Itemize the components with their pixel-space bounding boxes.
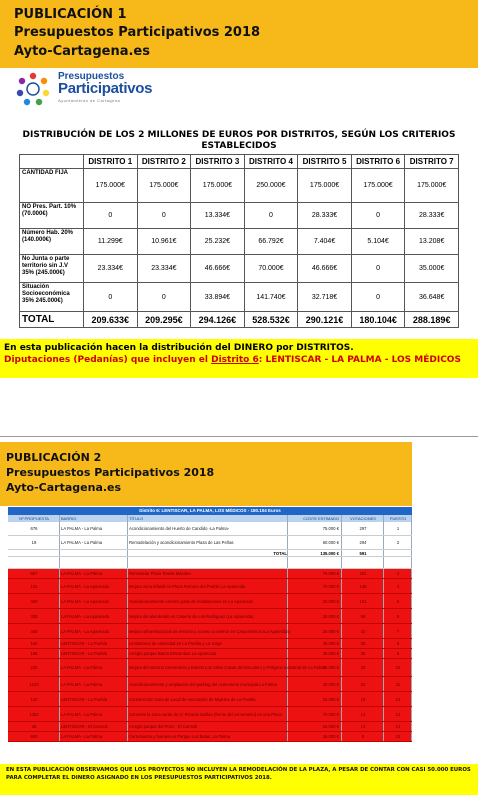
proposal-barrio: LA PALMA - La Palma bbox=[60, 677, 128, 691]
proposal-barrio bbox=[60, 557, 128, 568]
publication-2-banner bbox=[0, 442, 412, 498]
proposal-votes: 38 bbox=[342, 639, 384, 648]
table-cell: 7.404€ bbox=[298, 229, 352, 255]
table-row bbox=[20, 255, 459, 283]
proposal-title: Cerramiento y fuentes en Parque Los Balas, La Palma bbox=[128, 732, 288, 741]
proposal-cost: 135.000 € bbox=[288, 550, 342, 556]
proposal-barrio: LA PALMA - La Palma bbox=[60, 536, 128, 549]
proposal-barrio: LA PALMA - La Palma bbox=[60, 569, 128, 578]
proposal-barrio: LENTISCAR - La Puebla bbox=[60, 649, 128, 658]
proposal-title: Acondicionamiento y ampliación del parking del cementerio municipal La Palma bbox=[128, 677, 288, 691]
proposal-rank: 4 bbox=[384, 579, 412, 593]
row-label: CANTIDAD FIJA bbox=[20, 169, 84, 203]
proposal-rank: 7 bbox=[384, 624, 412, 638]
proposal-number: 676 bbox=[8, 522, 60, 535]
proposal-votes: 99 bbox=[342, 609, 384, 623]
table-cell: 25.232€ bbox=[191, 229, 245, 255]
table-cell: 36.648€ bbox=[405, 283, 459, 312]
proposal-votes: 281 bbox=[342, 569, 384, 578]
proposal-barrio: LENTISCAR - La Puebla bbox=[60, 692, 128, 706]
total-cell: 209.633€ bbox=[84, 312, 138, 328]
table-cell: 0 bbox=[84, 203, 138, 229]
proposal-rank: 8 bbox=[384, 639, 412, 648]
table-row bbox=[8, 649, 412, 659]
table-cell: 11.299€ bbox=[84, 229, 138, 255]
column-header: COSTE ESTIMADO bbox=[288, 515, 342, 522]
proposal-number: 35 bbox=[8, 722, 60, 731]
proposal-title: Acondicionamiento del Huerto de Candido -La Palma- bbox=[128, 522, 288, 535]
proposal-title: Arreglo parque del Pozo - El Carmoli bbox=[128, 722, 288, 731]
proposal-barrio: LENTISCAR - El Carmoli bbox=[60, 722, 128, 731]
proposal-number: 198 bbox=[8, 649, 60, 658]
proposal-cost: 30.000 € bbox=[288, 624, 342, 638]
table-row bbox=[8, 624, 412, 639]
table-cell: 250.000€ bbox=[244, 169, 298, 203]
proposal-cost bbox=[288, 557, 342, 568]
table-cell: 70.000€ bbox=[244, 255, 298, 283]
column-header: BARRIO bbox=[60, 515, 128, 522]
proposal-cost: 15.000 € bbox=[288, 732, 342, 741]
note-1-line-2-prefix: Diputaciones (Pedanías) que incluyen el bbox=[4, 355, 212, 365]
proposal-votes: 121 bbox=[342, 594, 384, 608]
proposal-title: Mejora infraestructuras de entorno y acceso a exterior en Casa Mininos (La Aparecida) bbox=[128, 624, 288, 638]
note-1-line-2 bbox=[4, 354, 474, 366]
table-cell: 23.334€ bbox=[84, 255, 138, 283]
proposal-number: 101 bbox=[8, 579, 60, 593]
proposal-barrio: LA PALMA - La Aparecida bbox=[60, 579, 128, 593]
proposal-cost: 70.000 € bbox=[288, 579, 342, 593]
proposals-table-title: Distrito 6: LENTISCAR, LA PALMA, LOS MÉDICOS - 180.104 Euros bbox=[8, 507, 412, 515]
table-cell: 0 bbox=[244, 203, 298, 229]
total-cell: 290.121€ bbox=[298, 312, 352, 328]
proposal-votes: 42 bbox=[342, 624, 384, 638]
table-cell: 46.666€ bbox=[191, 255, 245, 283]
proposal-cost: 75.000 € bbox=[288, 522, 342, 535]
proposal-cost: 75.000 € bbox=[288, 569, 342, 578]
proposal-cost: 15.000 € bbox=[288, 722, 342, 731]
proposal-votes: 22 bbox=[342, 677, 384, 691]
table-cell: 175.000€ bbox=[137, 169, 191, 203]
publication-1-note bbox=[0, 339, 478, 378]
proposal-votes: 14 bbox=[342, 707, 384, 721]
publication-2-site: Ayto-Cartagena.es bbox=[6, 481, 122, 494]
proposal-title: Mejora del alumbrado en Caserío de Los Rodriguez (La Aparecida) bbox=[128, 609, 288, 623]
proposal-barrio: LA PALMA - La Palma bbox=[60, 707, 128, 721]
proposal-rank: 10 bbox=[384, 659, 412, 676]
proposal-rank: 6 bbox=[384, 609, 412, 623]
proposal-title: Mejora del entorno Cementerio y barrios Los Sitios Casas del Escudero y Polígono Industrial de La Palma bbox=[128, 659, 288, 676]
logo-line-1: Presupuestos bbox=[58, 71, 125, 82]
table-cell: 13.334€ bbox=[191, 203, 245, 229]
table-cell: 0 bbox=[351, 283, 405, 312]
table-cell: 0 bbox=[137, 283, 191, 312]
proposal-title: Remodelar Plaza Tomás Maestre bbox=[128, 569, 288, 578]
table-cell: 175.000€ bbox=[191, 169, 245, 203]
note-1-line-1: En esta publicación hacen la distribución del DINERO por DISTRITOS. bbox=[4, 343, 354, 353]
total-row bbox=[20, 312, 459, 328]
table-row bbox=[20, 203, 459, 229]
proposal-number: 650 bbox=[8, 732, 60, 741]
table-cell: 28.333€ bbox=[405, 203, 459, 229]
total-cell: 294.126€ bbox=[191, 312, 245, 328]
publication-2-title: PUBLICACIÓN 2 bbox=[6, 451, 102, 464]
proposal-rank: 12 bbox=[384, 692, 412, 706]
proposal-cost: 40.000 € bbox=[288, 639, 342, 648]
row-label: Número Hab. 20% (140.000€) bbox=[20, 229, 84, 255]
proposal-number bbox=[8, 557, 60, 568]
proposal-title: Construcción zona de Local de Asociación de Mujeres de La Puebla bbox=[128, 692, 288, 706]
table-row bbox=[8, 722, 412, 732]
proposal-rank: 14 bbox=[384, 722, 412, 731]
table-row bbox=[8, 522, 412, 536]
table-row bbox=[8, 692, 412, 707]
proposal-number: 120 bbox=[8, 692, 60, 706]
proposal-votes: 35 bbox=[342, 649, 384, 658]
district-header: DISTRITO 2 bbox=[137, 155, 191, 169]
publication-1-title: PUBLICACIÓN 1 bbox=[14, 7, 127, 22]
table-cell: 0 bbox=[351, 203, 405, 229]
distribution-section-title: DISTRIBUCIÓN DE LOS 2 MILLONES DE EUROS POR DISTRITOS, SEGÚN LOS CRITERIOS ESTABLECIDOS bbox=[22, 130, 456, 151]
proposal-cost: 20.000 € bbox=[288, 609, 342, 623]
table-row bbox=[8, 707, 412, 722]
proposal-rank bbox=[384, 557, 412, 568]
row-label: NO Pres. Part. 10% (70.000€) bbox=[20, 203, 84, 229]
publication-2-note: EN ESTA PUBLICACIÓN OBSERVAMOS QUE LOS PROYECTOS NO INCLUYEN LA REMODELACIÓN DE LA PLAZA, A PESAR DE CONTAR CON CASI 50.000 EUROS PARA COMPLETAR EL DINERO ASIGNADO EN LOS PRESUPUESTOS PARTICIPATIVOS 2018. bbox=[0, 764, 478, 795]
publication-2-banner-extension bbox=[0, 498, 412, 506]
district-6-proposals-table bbox=[8, 507, 412, 742]
proposal-number: 687 bbox=[8, 569, 60, 578]
table-cell: 0 bbox=[84, 283, 138, 312]
total-cell: 180.104€ bbox=[351, 312, 405, 328]
proposal-title: Limitadores de velocidad en La Puebla y La Jorge bbox=[128, 639, 288, 648]
proposal-barrio: LA PALMA - La Aparecida bbox=[60, 624, 128, 638]
proposal-cost: 60.000 € bbox=[288, 536, 342, 549]
proposal-votes: 8 bbox=[342, 732, 384, 741]
proposal-rank: 2 bbox=[384, 536, 412, 549]
table-cell: 175.000€ bbox=[405, 169, 459, 203]
table-cell: 66.792€ bbox=[244, 229, 298, 255]
proposal-number: 19 bbox=[8, 536, 60, 549]
proposal-rank: 11 bbox=[384, 677, 412, 691]
table-cell: 175.000€ bbox=[84, 169, 138, 203]
proposal-votes: 591 bbox=[342, 550, 384, 556]
spacer-row bbox=[8, 557, 412, 569]
table-cell: 0 bbox=[137, 203, 191, 229]
proposal-barrio: LA PALMA - La Palma bbox=[60, 659, 128, 676]
column-header: Nº PROPUESTA bbox=[8, 515, 60, 522]
table-cell: 28.333€ bbox=[298, 203, 352, 229]
proposal-title: Remodelación y acondicionamiento Plaza de Las Peñas bbox=[128, 536, 288, 549]
table-cell: 33.894€ bbox=[191, 283, 245, 312]
proposal-number: 340 bbox=[8, 624, 60, 638]
table-row bbox=[8, 536, 412, 550]
table-header-row bbox=[20, 155, 459, 169]
proposal-cost: 20.000 € bbox=[288, 594, 342, 608]
table-row bbox=[8, 579, 412, 594]
proposal-title: TOTAL bbox=[128, 550, 288, 556]
table-row bbox=[20, 169, 459, 203]
table-row bbox=[20, 229, 459, 255]
proposal-number: 225 bbox=[8, 659, 60, 676]
proposal-rank: 13 bbox=[384, 707, 412, 721]
proposal-cost: 30.000 € bbox=[288, 677, 342, 691]
district-header: DISTRITO 1 bbox=[84, 155, 138, 169]
logo-line-3: Ayuntamiento de Cartagena bbox=[58, 98, 121, 103]
district-header: DISTRITO 7 bbox=[405, 155, 459, 169]
table-cell: 5.104€ bbox=[351, 229, 405, 255]
table-cell: 141.740€ bbox=[244, 283, 298, 312]
publication-2-subtitle: Presupuestos Participativos 2018 bbox=[6, 466, 215, 479]
proposal-barrio: LA PALMA - La Palma bbox=[60, 522, 128, 535]
proposal-cost: 30.000 € bbox=[288, 659, 342, 676]
proposal-votes: 12 bbox=[342, 722, 384, 731]
proposal-number: 1233 bbox=[8, 677, 60, 691]
proposal-rank: 3 bbox=[384, 569, 412, 578]
note-1-line-2-suffix: : LENTISCAR - LA PALMA - LOS MÉDICOS bbox=[258, 355, 461, 365]
proposal-barrio: LA PALMA - La Palma bbox=[60, 732, 128, 741]
proposal-votes bbox=[342, 557, 384, 568]
total-cell: 288.189€ bbox=[405, 312, 459, 328]
proposal-title bbox=[128, 557, 288, 568]
column-header: VOTACIONES bbox=[342, 515, 384, 522]
proposal-cost: 15.000 € bbox=[288, 692, 342, 706]
section-divider bbox=[0, 436, 478, 437]
district-distribution-table bbox=[19, 154, 459, 328]
publication-1-site: Ayto-Cartagena.es bbox=[14, 44, 150, 59]
proposal-votes: 18 bbox=[342, 692, 384, 706]
proposal-number: 340 bbox=[8, 594, 60, 608]
table-row bbox=[8, 732, 412, 742]
proposal-number: 335 bbox=[8, 609, 60, 623]
column-header: PUESTO bbox=[384, 515, 412, 522]
people-circle-logo-icon bbox=[14, 70, 52, 108]
proposal-barrio: LA PALMA - La Aparecida bbox=[60, 609, 128, 623]
proposals-table-columns bbox=[8, 515, 412, 522]
table-row bbox=[8, 659, 412, 677]
table-cell: 10.961€ bbox=[137, 229, 191, 255]
proposals-total-row bbox=[8, 550, 412, 557]
table-cell: 175.000€ bbox=[351, 169, 405, 203]
proposal-barrio bbox=[60, 550, 128, 556]
proposal-title: Arreglo parque Barrio Entrambas La Aparecida bbox=[128, 649, 288, 658]
proposal-rank: 1 bbox=[384, 522, 412, 535]
table-cell: 13.208€ bbox=[405, 229, 459, 255]
presupuestos-participativos-logo bbox=[14, 68, 184, 110]
proposal-cost: 30.000 € bbox=[288, 649, 342, 658]
total-cell: 209.295€ bbox=[137, 312, 191, 328]
district-header: DISTRITO 5 bbox=[298, 155, 352, 169]
proposal-rank: 15 bbox=[384, 732, 412, 741]
proposal-title: Mejora zona infantil en Plaza Romero del Pueblo La Aparecida bbox=[128, 579, 288, 593]
table-cell: 0 bbox=[351, 255, 405, 283]
table-row bbox=[20, 283, 459, 312]
table-cell: 23.334€ bbox=[137, 255, 191, 283]
proposal-title: Convertir la zona verde de C/ Ricardo Baillan (frente del cementerio) en una Plaza bbox=[128, 707, 288, 721]
proposal-votes: 297 bbox=[342, 522, 384, 535]
table-row bbox=[8, 569, 412, 579]
table-row bbox=[8, 594, 412, 609]
proposal-cost: 70.000 € bbox=[288, 707, 342, 721]
table-cell: 32.718€ bbox=[298, 283, 352, 312]
district-header: DISTRITO 4 bbox=[244, 155, 298, 169]
publication-1-banner bbox=[0, 0, 478, 68]
column-header: TÍTULO bbox=[128, 515, 288, 522]
proposal-rank bbox=[384, 550, 412, 556]
district-6-underlined: Distrito 6 bbox=[211, 355, 259, 365]
logo-line-2: Participativos bbox=[58, 80, 153, 97]
table-cell: 35.000€ bbox=[405, 255, 459, 283]
proposal-barrio: LENTISCAR - La Puebla bbox=[60, 639, 128, 648]
district-header: DISTRITO 6 bbox=[351, 155, 405, 169]
proposal-votes: 33 bbox=[342, 659, 384, 676]
proposal-number: 1352 bbox=[8, 707, 60, 721]
table-corner-cell bbox=[20, 155, 84, 169]
district-header: DISTRITO 3 bbox=[191, 155, 245, 169]
proposals-table-body bbox=[8, 522, 412, 742]
table-cell: 175.000€ bbox=[298, 169, 352, 203]
total-cell: 528.532€ bbox=[244, 312, 298, 328]
table-row bbox=[8, 677, 412, 692]
proposal-number bbox=[8, 550, 60, 556]
row-label: Situación Socioeconómica 35% 245.000€) bbox=[20, 283, 84, 312]
table-row bbox=[8, 609, 412, 624]
proposal-rank: 9 bbox=[384, 649, 412, 658]
proposal-barrio: LA PALMA - La Aparecida bbox=[60, 594, 128, 608]
proposal-title: Acondicionamiento entorno patio de Instalaciones en La Aparecida bbox=[128, 594, 288, 608]
proposal-votes: 294 bbox=[342, 536, 384, 549]
proposal-number: 160 bbox=[8, 639, 60, 648]
publication-1-subtitle: Presupuestos Participativos 2018 bbox=[14, 25, 261, 40]
table-cell: 46.666€ bbox=[298, 255, 352, 283]
proposal-rank: 5 bbox=[384, 594, 412, 608]
table-row bbox=[8, 639, 412, 649]
proposal-votes: 148 bbox=[342, 579, 384, 593]
row-label: No Junta o parte territorio sin J.V 35% (245.000€) bbox=[20, 255, 84, 283]
row-label: TOTAL bbox=[20, 312, 84, 328]
